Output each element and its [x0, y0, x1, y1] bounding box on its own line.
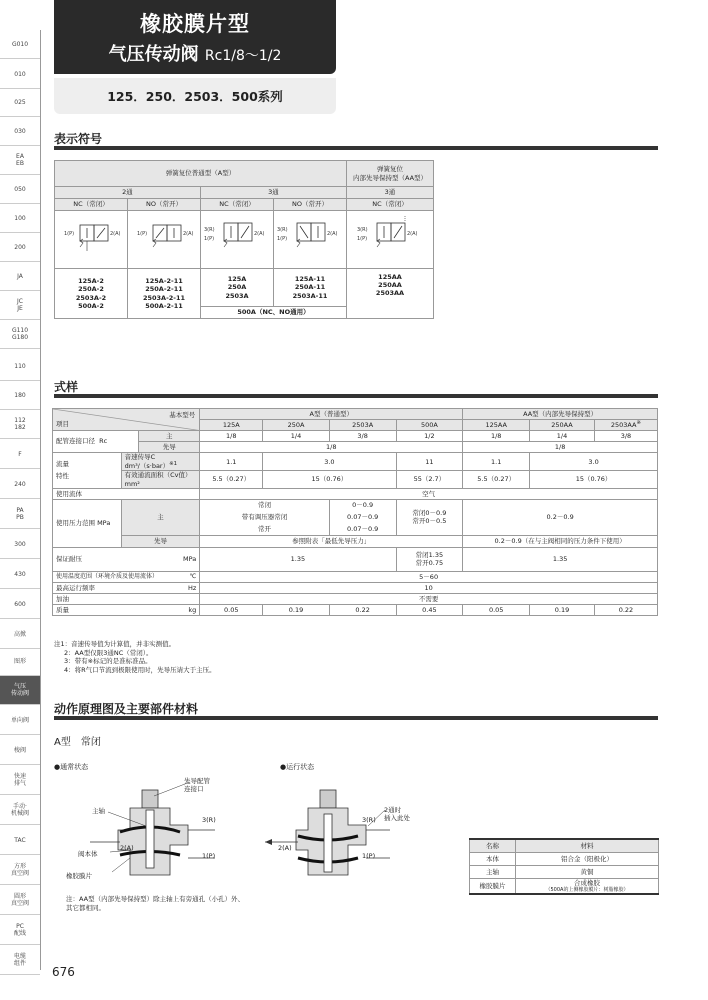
sidebar-tab[interactable]: JC JE — [0, 291, 40, 320]
sidebar-tab[interactable]: 010 — [0, 60, 40, 89]
section-divider — [54, 716, 658, 720]
specs-title: 式样 — [54, 380, 79, 394]
page-number: 676 — [52, 965, 75, 979]
sidebar-tab[interactable]: G010 — [0, 30, 40, 59]
svg-text:1(P): 1(P) — [137, 231, 148, 238]
valve-symbol-icon — [275, 213, 345, 263]
sidebar-tab[interactable]: 100 — [0, 204, 40, 233]
valve-section-running-icon — [260, 770, 440, 890]
svg-text:1(P): 1(P) — [64, 231, 75, 238]
sidebar-tab[interactable]: EA EB — [0, 146, 40, 175]
diaphragm-label: 橡胶膜片 — [66, 872, 92, 880]
sidebar-tab[interactable]: 单向阀 — [0, 706, 40, 735]
specs-table: 基本型号 项目 A型（普通型） AA型（内部先导保持型） 125A 250A 2503A 500A 125AA 250AA 2503AA※ 配管连接口径 Rc 主 1/8 1/4 3/8 1/2 1/8 1/4 3/8 先导 1/8 1/8 流量 特性 音速传导C dm³/$(s\cdot bar)^{※1}$ 1.1 3.0 11 1.1 3.0 有效通流面积（Cv值）mm² 5.5（0.27） 15（0.76） 55（2.7） 5.5（0.27） 15（0.76） 使用流体 空气 使用压力范围 MPa 主 常闭 0－0.9 常闭0－0.9 常开0－0.5 0.2－0.9 带有调压器常闭 0.07－0.9 常开 0.07－0.9 先导 参照附表「最低先导压力」 0.2－0.9（在与主阀相同的压力条件下使用） 保证耐压 MPa 1.35 常闭1.35 常开0.75 1.35 使用温度范围（环境介质及使用流体） ℃ 5－60 最高运行频率 Hz 10 加油 不需要 质量 kg 0.05 0.19 0.22 0.45 0.05 0.19 0.22 — [52, 408, 658, 616]
sidebar-tab[interactable]: 180 — [0, 381, 40, 410]
sidebar-tab[interactable]: 025 — [0, 88, 40, 117]
sidebar-tab[interactable]: 030 — [0, 117, 40, 146]
symbols-title: 表示符号 — [54, 132, 103, 146]
action-title: 动作原理图及主要部件材料 — [54, 702, 199, 716]
svg-text:3(R): 3(R) — [277, 227, 288, 234]
svg-text:1(P): 1(P) — [204, 236, 215, 243]
run-state-label: ●运行状态 — [280, 763, 315, 771]
sidebar-tab[interactable]: 高掀 — [0, 620, 40, 649]
symbols-table: 弹簧复位普通型（A型） 弹簧复位 内部先导保持型（AA型） 2通 3通 3通 NC（常闭） NO（常开） NC（常闭） NO（常开） NC（常闭） 1(P) 2(A) 1(P) 2(A) 3(R) 1(P) 2(A) 3(R) 1(P) 2(A) 3(R) 1(P) 2(A) 125A-2 250A-2 2503A-2 500A-2 125A-2-11 250A-2-11 2503A-2-11 500A-2-11 125A 250A 2503A 125A-11 250A-11 2503A-11 125AA 250AA 2503AA 500A（NC、NO通用） — [54, 160, 434, 319]
symbols-head-aa: 弹簧复位 内部先导保持型（AA型） — [347, 161, 434, 187]
two-way-insert-label: 2通时 插入此处 — [384, 806, 410, 822]
symbol-3way-nc-aa — [347, 211, 434, 269]
sidebar-tab[interactable]: 110 — [0, 352, 40, 381]
svg-text:2(A): 2(A) — [407, 231, 418, 238]
sidebar-tab[interactable]: G110 G180 — [0, 320, 40, 349]
sidebar-tab[interactable]: 112 182 — [0, 410, 40, 439]
sidebar-tab[interactable]: 快速 排气 — [0, 766, 40, 795]
svg-text:1(P): 1(P) — [357, 236, 368, 243]
svg-text:3(R): 3(R) — [204, 227, 215, 234]
header-title-box — [54, 0, 336, 74]
svg-text:3(R): 3(R) — [357, 227, 368, 234]
page-subtitle: 气压传动阀 Rc1/8～1/2 — [108, 44, 282, 65]
valve-symbol-icon — [56, 213, 126, 263]
sidebar-tab[interactable]: 图形 — [0, 647, 40, 676]
normal-state-label: ●通常状态 — [54, 763, 89, 771]
parts-materials-table: 名称 材料 本体 铝合金（阳极化） 主轴 黄铜 橡胶膜片 合成橡胶 （500A的上侧橡胶膜片：树脂橡胶） — [469, 838, 659, 895]
svg-text:2(A): 2(A) — [183, 231, 194, 238]
sidebar-tab[interactable]: 600 — [0, 590, 40, 619]
sidebar-tab[interactable]: 300 — [0, 530, 40, 559]
sidebar-tab[interactable]: 电缆 组件 — [0, 946, 40, 975]
sidebar-tab[interactable]: 圆形 真空阀 — [0, 886, 40, 915]
symbol-3way-nc — [201, 211, 274, 269]
aa-type-note: 注：AA型（内部先导保持型）除主轴上有旁通孔（小孔）外、 其它都相同。 — [66, 895, 245, 912]
symbol-2way-nc — [55, 211, 128, 269]
series-label: 125．250．2503．500系列 — [54, 78, 336, 114]
valve-symbol-icon — [355, 213, 425, 263]
sidebar-tab[interactable]: 240 — [0, 470, 40, 499]
svg-text:1(P): 1(P) — [277, 236, 288, 243]
sidebar-tab[interactable]: 430 — [0, 560, 40, 589]
valve-symbol-icon — [202, 213, 272, 263]
sidebar-tab[interactable]: PC 配线 — [0, 916, 40, 945]
sidebar-tab[interactable]: 方形 真空阀 — [0, 856, 40, 885]
valve-symbol-icon — [129, 213, 199, 263]
action-subtitle: A型 常闭 — [54, 737, 101, 748]
spec-notes: 注1：音速传导值为计算值，并非实测值。 2：AA型仅限3通NC（常闭）。 3：带有※标记的是准标准品。 4：将R气口节流到极限使用时，先导压请大于主压。 — [54, 640, 216, 674]
sidebar-tab[interactable]: 梭阀 — [0, 736, 40, 765]
section-divider — [54, 146, 658, 150]
sidebar-tab[interactable]: 气压 传动阀 — [0, 676, 40, 705]
sidebar-tab[interactable]: JA — [0, 262, 40, 291]
valve-section-normal-icon — [90, 770, 270, 890]
symbols-head-a: 弹簧复位普通型（A型） — [55, 161, 347, 187]
symbol-2way-no — [128, 211, 201, 269]
svg-text:2(A): 2(A) — [327, 231, 338, 238]
body-label: 阀本体 — [78, 850, 98, 858]
sidebar-tab[interactable]: TAC — [0, 826, 40, 855]
sidebar-tab[interactable]: 200 — [0, 233, 40, 262]
sidebar-tab[interactable]: PA PB — [0, 500, 40, 529]
section-divider — [54, 394, 658, 398]
symbol-3way-no — [274, 211, 347, 269]
sidebar-tab[interactable]: 050 — [0, 175, 40, 204]
page-title: 橡胶膜片型 — [140, 12, 250, 36]
size-range: Rc1/8～1/2 — [204, 48, 282, 64]
sidebar-tab[interactable]: 手动· 机械阀 — [0, 796, 40, 825]
svg-text:2(A): 2(A) — [254, 231, 265, 238]
sidebar-tab[interactable]: F — [0, 440, 40, 469]
pilot-port-label: 先导配管 连接口 — [184, 777, 210, 793]
main-shaft-label: 主轴 — [92, 807, 105, 815]
svg-text:2(A): 2(A) — [110, 231, 121, 238]
